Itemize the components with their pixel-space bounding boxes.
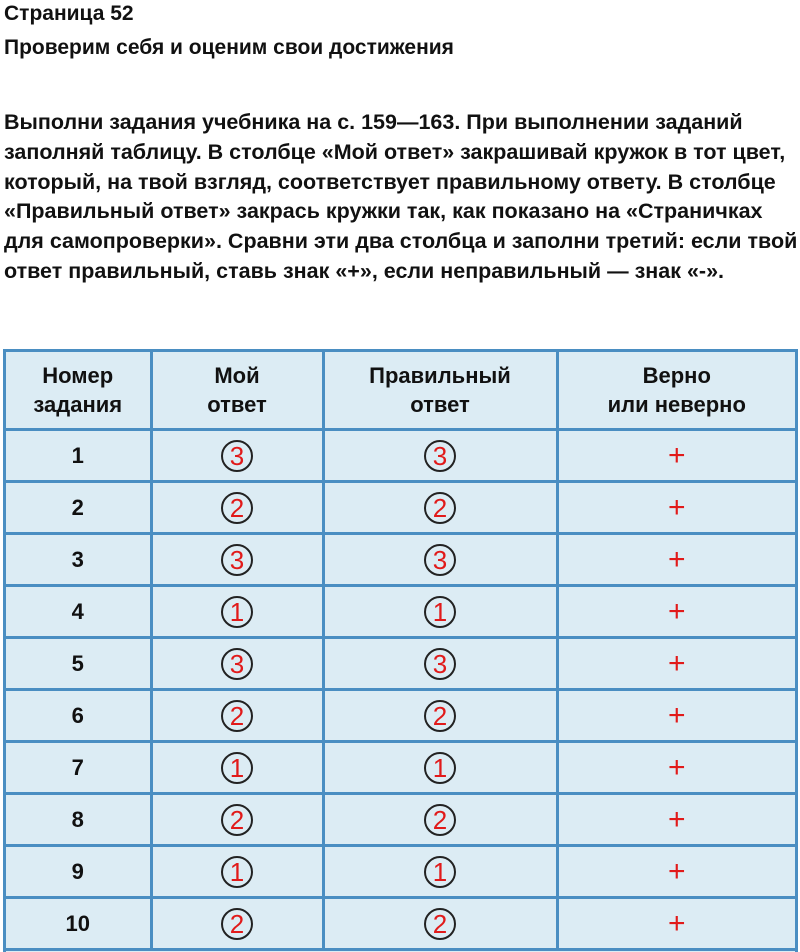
my-answer-cell [151, 586, 323, 638]
page-label: Страница 52 [4, 2, 134, 25]
correct-answer-circle[interactable]: 2 [424, 700, 456, 732]
correct-answer-cell [323, 898, 557, 950]
correct-answer-circle[interactable]: 3 [424, 440, 456, 472]
verdict-mark: + [667, 646, 686, 680]
table-row [6, 794, 795, 846]
table-row [6, 638, 795, 690]
verdict-mark: + [667, 698, 686, 732]
my-answer-circle[interactable]: 3 [221, 440, 253, 472]
task-number: 2 [6, 482, 151, 534]
verdict-cell[interactable] [557, 846, 795, 898]
instructions-text: Выполни задания учебника на с. 159—163. При выполнении заданий заполняй таблицу. В столбце «Мой ответ» закрашивай кружок в тот цвет, который, на твой взгляд, соответствует правильному ответу. В столбце «Правильный ответ» закрась кружки так, как показано на «Страничках для самопроверки». Сравни эти два столбца и заполни третий: если твой ответ правильный, ставь знак «+», если неправильный — знак «-». [4, 110, 798, 283]
correct-answer-circle[interactable]: 3 [424, 544, 456, 576]
task-number: 1 [6, 430, 151, 482]
my-answer-circle[interactable]: 3 [221, 648, 253, 680]
my-answer-circle[interactable]: 2 [221, 700, 253, 732]
section-title: Проверим себя и оценим свои достижения [4, 36, 454, 59]
correct-answer-circle[interactable]: 1 [424, 752, 456, 784]
my-answer-cell [151, 534, 323, 586]
correct-answer-cell [323, 534, 557, 586]
table-row [6, 690, 795, 742]
header-verdict-line1: Верно [642, 363, 711, 388]
header-task-number-line2: задания [33, 392, 123, 417]
my-answer-circle[interactable]: 1 [221, 752, 253, 784]
verdict-cell[interactable] [557, 638, 795, 690]
correct-answer-cell [323, 482, 557, 534]
correct-answer-circle[interactable]: 1 [424, 596, 456, 628]
correct-answer-cell [323, 586, 557, 638]
results-table-frame [3, 349, 798, 952]
header-correct-answer-line2: ответ [410, 392, 470, 417]
task-number: 8 [6, 794, 151, 846]
verdict-mark: + [667, 594, 686, 628]
task-number: 6 [6, 690, 151, 742]
verdict-mark: + [667, 438, 686, 472]
correct-answer-circle[interactable]: 1 [424, 856, 456, 888]
correct-answer-cell [323, 794, 557, 846]
verdict-mark: + [667, 802, 686, 836]
my-answer-circle[interactable]: 3 [221, 544, 253, 576]
table-row [6, 430, 795, 482]
my-answer-cell [151, 482, 323, 534]
correct-answer-circle[interactable]: 2 [424, 908, 456, 940]
task-number: 7 [6, 742, 151, 794]
table-row [6, 482, 795, 534]
header-verdict [557, 352, 795, 430]
task-number: 9 [6, 846, 151, 898]
correct-answer-cell [323, 846, 557, 898]
my-answer-cell [151, 794, 323, 846]
correct-answer-cell [323, 690, 557, 742]
correct-answer-circle[interactable]: 2 [424, 804, 456, 836]
header-my-answer-line1: Мой [214, 363, 260, 388]
verdict-cell[interactable] [557, 534, 795, 586]
my-answer-circle[interactable]: 2 [221, 804, 253, 836]
verdict-cell[interactable] [557, 794, 795, 846]
header-my-answer-line2: ответ [207, 392, 267, 417]
header-correct-answer-line1: Правильный [369, 363, 511, 388]
verdict-mark: + [667, 542, 686, 576]
table-row [6, 742, 795, 794]
table-row [6, 898, 795, 950]
my-answer-cell [151, 690, 323, 742]
verdict-cell[interactable] [557, 742, 795, 794]
task-number: 3 [6, 534, 151, 586]
my-answer-circle[interactable]: 2 [221, 908, 253, 940]
correct-answer-circle[interactable]: 3 [424, 648, 456, 680]
task-number: 10 [6, 898, 151, 950]
correct-answer-cell [323, 430, 557, 482]
correct-answer-circle[interactable]: 2 [424, 492, 456, 524]
verdict-mark: + [667, 906, 686, 940]
table-row [6, 846, 795, 898]
verdict-cell[interactable] [557, 482, 795, 534]
verdict-cell[interactable] [557, 430, 795, 482]
my-answer-cell [151, 430, 323, 482]
my-answer-circle[interactable]: 1 [221, 596, 253, 628]
verdict-mark: + [667, 854, 686, 888]
results-table [6, 352, 795, 951]
my-answer-cell [151, 742, 323, 794]
my-answer-cell [151, 638, 323, 690]
header-task-number-line1: Номер [42, 363, 114, 388]
verdict-mark: + [667, 750, 686, 784]
verdict-mark: + [667, 490, 686, 524]
correct-answer-cell [323, 638, 557, 690]
my-answer-circle[interactable]: 2 [221, 492, 253, 524]
verdict-cell[interactable] [557, 586, 795, 638]
verdict-cell[interactable] [557, 898, 795, 950]
my-answer-cell [151, 846, 323, 898]
task-number: 4 [6, 586, 151, 638]
my-answer-circle[interactable]: 1 [221, 856, 253, 888]
table-row [6, 534, 795, 586]
header-correct-answer [323, 352, 557, 430]
header-my-answer [151, 352, 323, 430]
my-answer-cell [151, 898, 323, 950]
task-number: 5 [6, 638, 151, 690]
correct-answer-cell [323, 742, 557, 794]
verdict-cell[interactable] [557, 690, 795, 742]
table-row [6, 586, 795, 638]
header-verdict-line2: или неверно [607, 392, 746, 417]
table-header-row [6, 352, 795, 430]
header-task-number [6, 352, 151, 430]
